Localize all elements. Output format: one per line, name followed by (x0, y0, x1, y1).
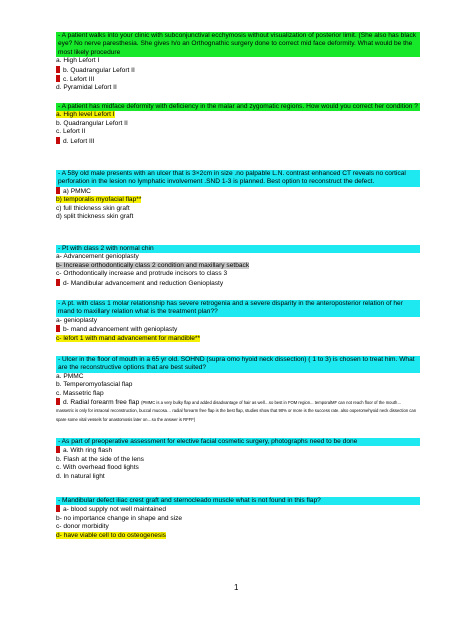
question-stem: - Ulcer in the floor of mouth in a 65 yr old. SOHND (supra omo hyoid neck dissection) ( 1 to 3) is chosen to treat him. What are the reconstructive options that are best suited? (56, 356, 420, 373)
answer-marker-icon (56, 66, 60, 73)
option-b: b- Increase orthodontically class 2 condition and maxillary setback (56, 261, 250, 269)
option-a: a. With ring flash (56, 446, 420, 455)
option-c: c. Massetric flap (56, 389, 104, 397)
question-stem: - A pt. with class 1 molar relationship has severe retrogenia and a severe disparity in the anteroposterior relation of her mand to maxillary relation what is the treatment plan?? (56, 300, 420, 317)
option-c: c. Lefort II (56, 128, 86, 136)
option-c: c- donor morbidity (56, 523, 109, 531)
option-b: b. Flash at the side of the lens (56, 455, 144, 463)
option-c: c- Orthodontically increase and protrude incisors to class 3 (56, 270, 228, 278)
option-b: b- mand advancement with genioplasty (56, 325, 420, 334)
option-a: a. PMMC (56, 372, 84, 380)
question-stem: - As part of preoperative assessment for elective facial cosmetic surgery, photographs need to be done (56, 438, 420, 446)
option-c: c) full thickness skin graft (56, 204, 130, 212)
answer-marker-icon (56, 505, 60, 512)
option-d: d) split thickness skin graft (56, 213, 134, 221)
question-8 (56, 497, 420, 540)
question-6 (56, 356, 420, 424)
option-a: a- genioplasty (56, 316, 98, 324)
page-number: 1 (234, 583, 239, 592)
answer-marker-icon (56, 325, 60, 332)
question-7 (56, 438, 420, 481)
question-stem: - A patient walks into your clinic with subconjunctival ecchymosis without visualization of posterior limit. (She also has black eye? No nerve paresthesia. She gives h/o an Orthognathic surgery done to correct mid face deformity. What would be the most likely procedure (56, 32, 420, 57)
question-stem: - Pt with class 2 with normal chin (56, 245, 420, 253)
option-d: d- have viable cell to do osteogenesis (56, 531, 166, 539)
answer-marker-icon (56, 398, 60, 405)
answer-marker-icon (56, 446, 60, 453)
option-c: c. With overhead flood lights (56, 464, 139, 472)
question-3 (56, 170, 420, 221)
option-d: d. Radial forearm free flap (PMMC is a very bulky flap and added disadvantage of hair as well…so best in FOM region... temporalMF can not reach floor of the mouth… massetric is only for intraoral reconstruction, buccal mucosa… radial forearm free flap is the best flap, studies show that 90% or more is the success rate. also ooperomehyoid neck dissection can spare some vital vessels for anastomosis later on…so the answer is RFFF) (56, 399, 417, 422)
answer-marker-icon (56, 75, 60, 82)
option-d: d. Lefort III (56, 137, 420, 146)
option-d: d. Pyramidal Lefort II (56, 84, 117, 92)
option-a: a- Advancement genioplasty (56, 253, 139, 261)
option-a: a. High level Lefort I (56, 111, 115, 119)
option-b: b. Quadrangular Lefort II (56, 66, 420, 75)
option-c: c- lefort 1 with mand advancement for mandible** (56, 334, 201, 342)
question-2 (56, 103, 420, 146)
answer-marker-icon (56, 187, 60, 194)
option-c: c. Lefort III (56, 75, 420, 84)
question-4 (56, 245, 420, 288)
answer-marker-icon (56, 137, 60, 144)
question-stem: - A patient has midface deformity with deficiency in the malar and zygomatic regions. How would you correct her condition ? (56, 103, 420, 111)
option-b: b- no importance change in shape and size (56, 514, 183, 522)
option-a: a. High Lefort I (56, 57, 100, 65)
option-a: a- blood supply not well maintained (56, 505, 420, 514)
option-d: d- Mandibular advancement and reduction Genioplasty (56, 279, 420, 288)
explanation-note: (PMMC is a very bulky flap and added disadvantage of hair as well…so best in FOM region... temporalMF can not reach floor of the mouth… massetric is only for intraoral reconstruction, buccal mucosa… radial forearm free flap is the best flap, studies show that 90% or more is the success rate. also ooperomehyoid neck dissection can spare some vital vessels for anastomosis later on…so the answer is RFFF) (56, 400, 417, 422)
question-5 (56, 300, 420, 343)
question-stem: - A 58y old male presents with an ulcer that is 3×2cm in size .no palpable L.N. contrast enhanced CT reveals no cortical perforation in the lesion no lymphatic involvement .SND 1-3 is planned. Best option to reconstruct the defect. (56, 170, 420, 187)
option-b: b. Quadrangular Lefort II (56, 119, 128, 127)
option-b: b. Temperomyofascial flap (56, 381, 133, 389)
option-a: a) PMMC (56, 187, 420, 196)
question-1 (56, 32, 420, 93)
option-d: d. In natural light (56, 472, 105, 480)
answer-marker-icon (56, 279, 60, 286)
option-b: b) temporalis myofacial flap** (56, 196, 142, 204)
question-stem: - Mandibular defect iliac crest graft and sternocleado muscle what is not found in this flap? (56, 497, 420, 505)
